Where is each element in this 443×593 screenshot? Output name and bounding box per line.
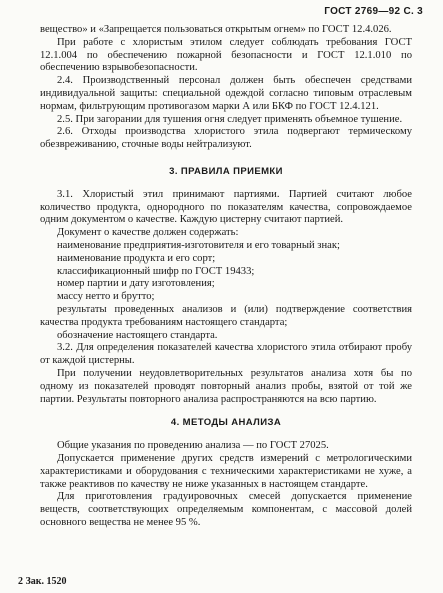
page-footer: 2 Зак. 1520 <box>18 576 67 587</box>
paragraph: Для приготовления градуировочных смесей допускается применение веществ, соответствующих определяемым компонентам, с массовой долей основного вещества не менее 95 %. <box>40 491 412 528</box>
list-item: обозначение настоящего стандарта. <box>57 329 218 341</box>
section-heading: 3. ПРАВИЛА ПРИЕМКИ <box>169 165 283 177</box>
paragraph: Документ о качестве должен содержать: <box>57 227 239 239</box>
paragraph: При получении неудовлетворительных результатов анализа хотя бы по одному из показателей проводят повторный анализ пробы, взятой от той же партии. Результаты повторного анализа распространяются на всю партию. <box>40 367 412 405</box>
list-item: номер партии и дату изготовления; <box>57 278 215 290</box>
paragraph: 2.6. Отходы производства хлористого этила подвергают термическому обезвреживанию, сточные воды нейтрализуют. <box>40 126 412 151</box>
paragraph: Допускается применение других средств измерений с метрологическими характеристиками и оборудования с техническими характеристиками не хуже, а также реактивов по качеству не ниже указанных в настоящем стандарте. <box>40 452 412 490</box>
paragraph: 3.2. Для определения показателей качества хлористого этила отбирают пробу от каждой цистерны. <box>40 342 412 367</box>
list-item: наименование продукта и его сорт; <box>57 252 216 264</box>
list-item: результаты проведенных анализов и (или) подтверждение соответствия качества продукта требованиям настоящего стандарта; <box>40 303 412 328</box>
paragraph: 2.5. При загорании для тушения огня следует применять объемное тушение. <box>57 113 403 125</box>
list-item: классификационный шифр по ГОСТ 19433; <box>57 265 255 277</box>
section-heading: 4. МЕТОДЫ АНАЛИЗА <box>170 417 282 429</box>
paragraph: При работе с хлористым этилом следует соблюдать требования ГОСТ 12.1.004 по обеспечению пожарной безопасности и ГОСТ 12.1.010 по обеспечению взрывобезопасности. <box>40 36 412 74</box>
paragraph: Общие указания по проведению анализа — по ГОСТ 27025. <box>57 440 329 452</box>
page-content <box>40 24 412 530</box>
paragraph: вещество» и «Запрещается пользоваться открытым огнем» по ГОСТ 12.4.026. <box>40 24 392 35</box>
list-item: массу нетто и брутто; <box>57 291 155 303</box>
paragraph: 2.4. Производственный персонал должен быть обеспечен средствами индивидуальной защиты: специальной одеждой согласно типовым отраслевым нормам, фильтрующим противогазом марки А или БКФ по ГОСТ 12.4.121. <box>40 75 412 112</box>
list-item: наименование предприятия-изготовителя и его товарный знак; <box>57 239 340 251</box>
page-header: ГОСТ 2769—92 С. 3 <box>324 6 423 17</box>
paragraph: 3.1. Хлористый этил принимают партиями. Партией считают любое количество продукта, однородного по показателям качества, сопровождаемое одним документом о качестве. Каждую цистерну считают партией. <box>40 188 412 226</box>
